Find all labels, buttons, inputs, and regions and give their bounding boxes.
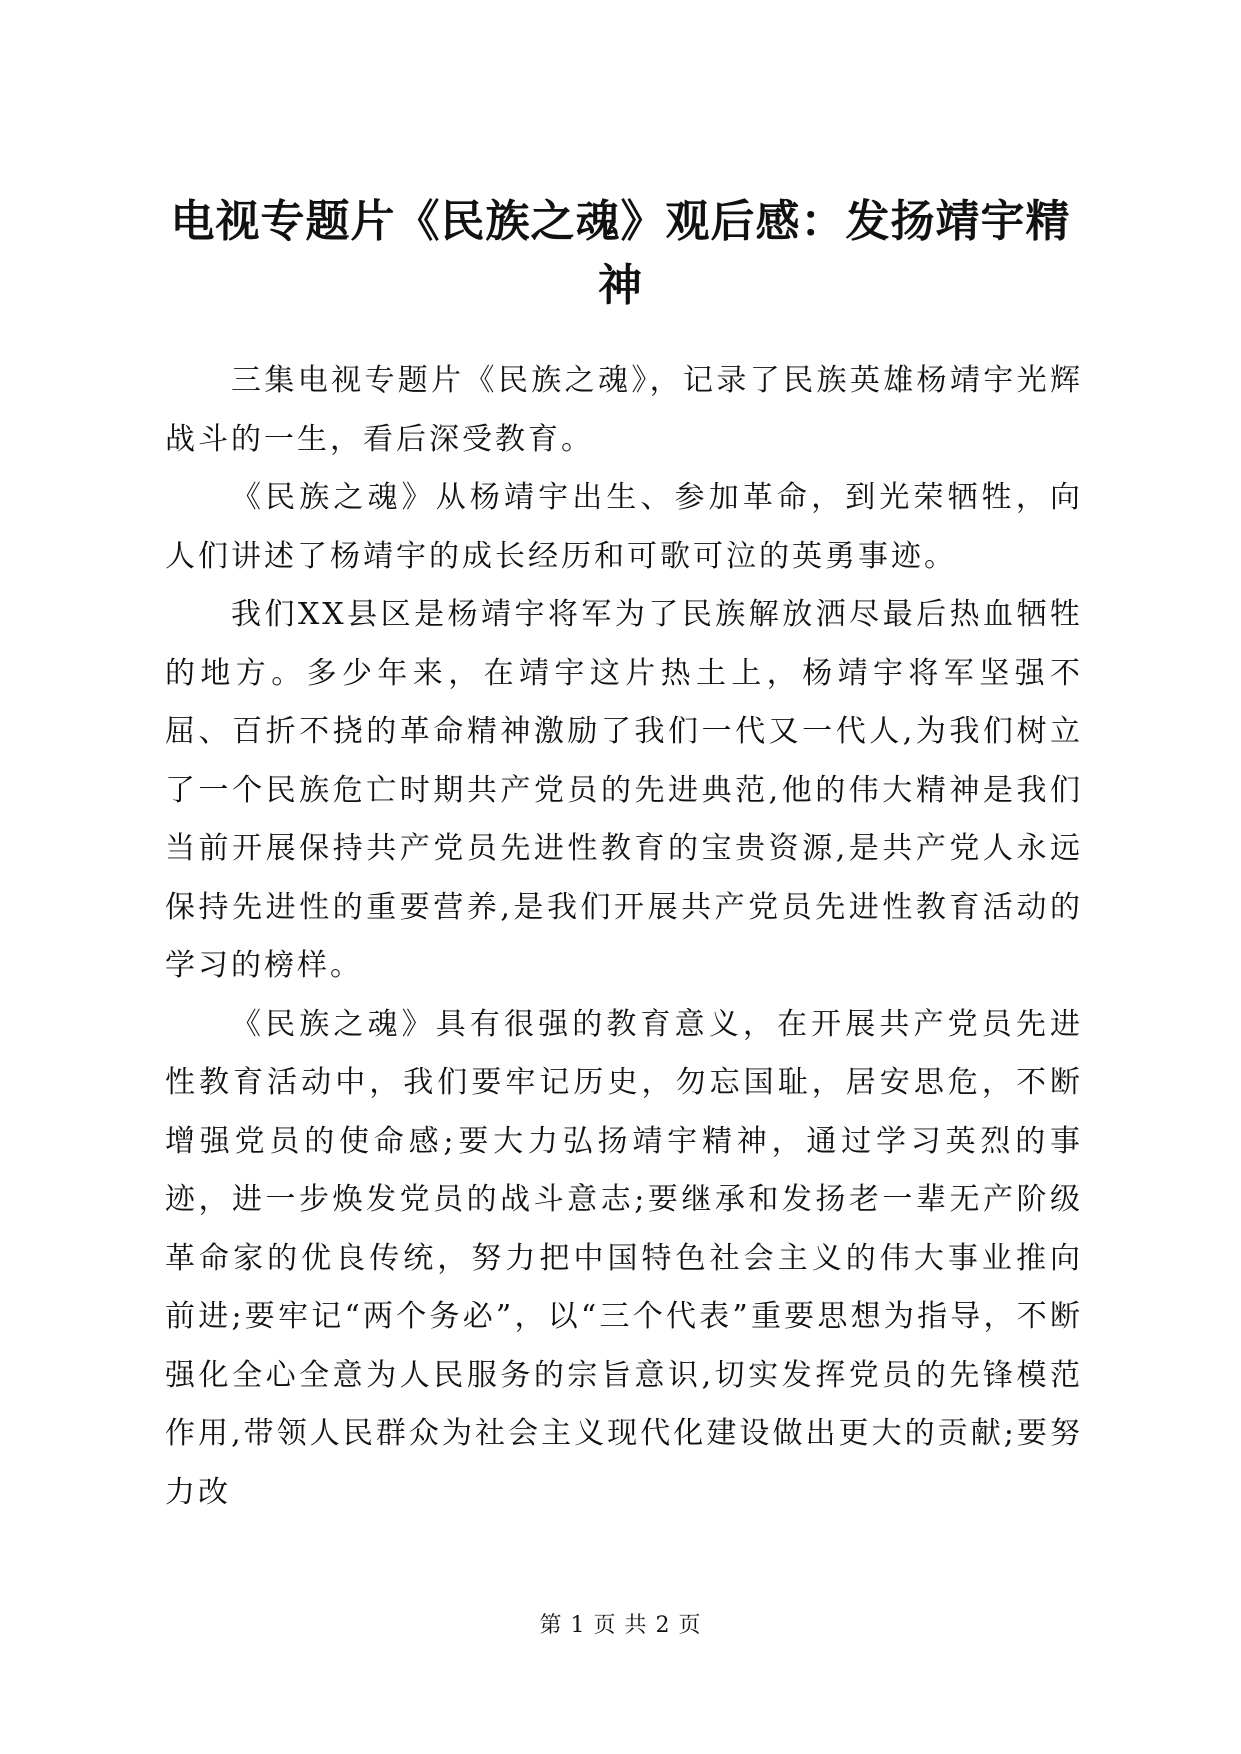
document-body — [165, 352, 1083, 1522]
paragraph-3: 我们XX县区是杨靖宇将军为了民族解放洒尽最后热血牺牲的地方。多少年来，在靖宇这片热土上，杨靖宇将军坚强不屈、百折不挠的革命精神激励了我们一代又一代人,为我们树立了一个民族危亡时期共产党员的先进典范,他的伟大精神是我们当前开展保持共产党员先进性教育的宝贵资源,是共产党人永远保持先进性的重要营养,是我们开展共产党员先进性教育活动的学习的榜样。 — [165, 597, 1083, 983]
paragraph-2: 《民族之魂》从杨靖宇出生、参加革命，到光荣牺牲，向人们讲述了杨靖宇的成长经历和可歌可泣的英勇事迹。 — [165, 480, 1083, 574]
paragraph-4: 《民族之魂》具有很强的教育意义，在开展共产党员先进性教育活动中，我们要牢记历史，勿忘国耻，居安思危，不断增强党员的使命感;要大力弘扬靖宇精神，通过学习英烈的事迹，进一步焕发党员的战斗意志;要继承和发扬老一辈无产阶级革命家的优良传统，努力把中国特色社会主义的伟大事业推向前进;要牢记“两个务必”，以“三个代表”重要思想为指导，不断强化全心全意为人民服务的宗旨意识,切实发挥党员的先锋模范作用,带领人民群众为社会主义现代化建设做出更大的贡献;要努力改 — [165, 1006, 1083, 1510]
page-footer: 第 1 页 共 2 页 — [539, 1613, 702, 1638]
document-title: 电视专题片《民族之魂》观后感：发扬靖宇精神 — [170, 196, 1071, 311]
paragraph-1: 三集电视专题片《民族之魂》，记录了民族英雄杨靖宇光辉战斗的一生，看后深受教育。 — [165, 363, 1083, 457]
